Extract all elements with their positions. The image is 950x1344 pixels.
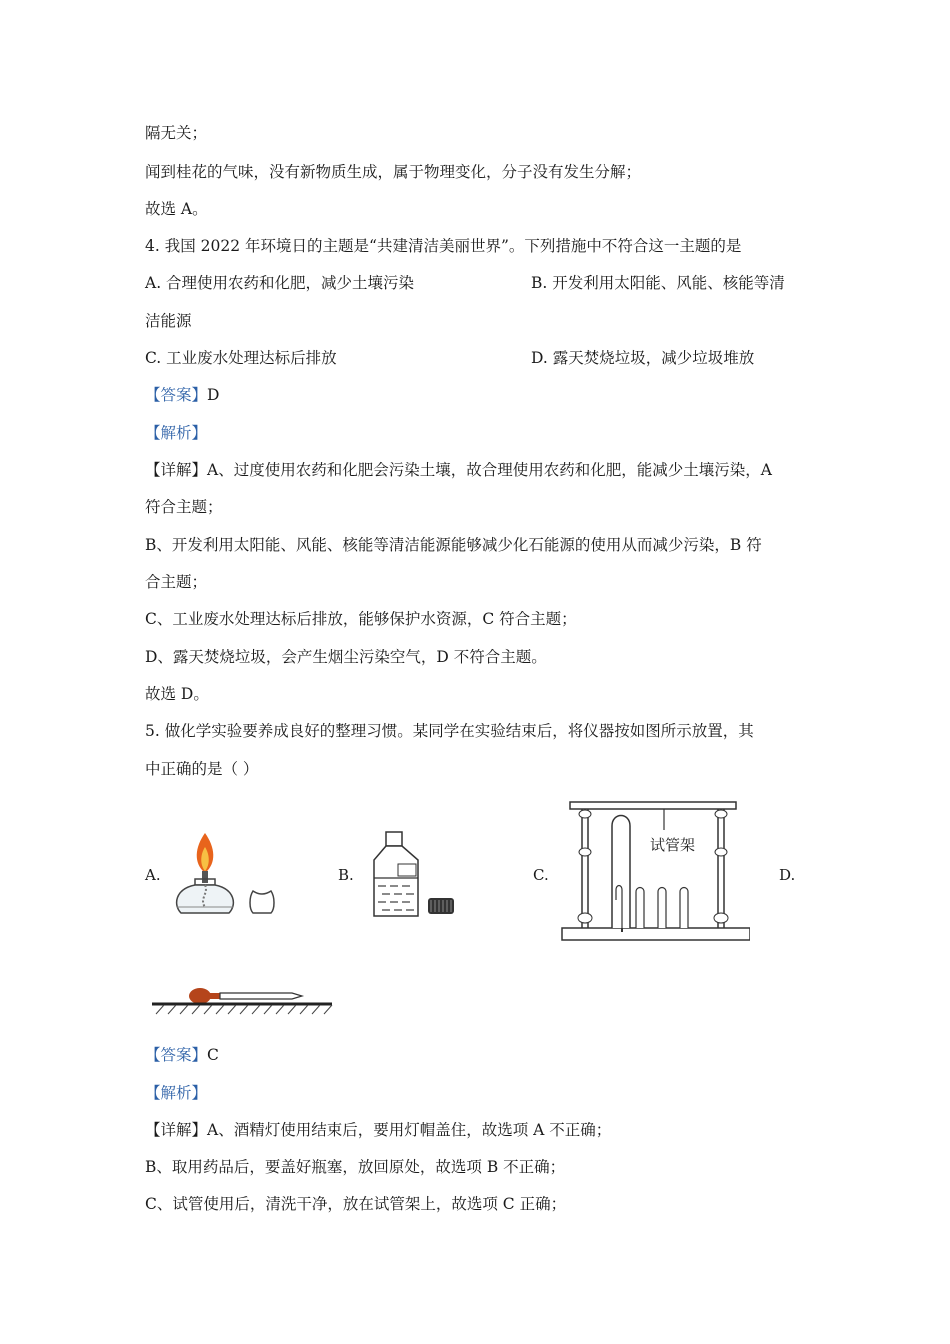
text-line: 隔无关； [145, 124, 208, 142]
text-line: C、试管使用后，清洗干净，放在试管架上，故选项 C 正确； [145, 1195, 567, 1213]
reagent-bottle-icon [368, 830, 468, 920]
option-b-cont: 洁能源 [145, 312, 192, 330]
analysis-tag: 【解析】 [145, 424, 208, 442]
option-b: B. 开发利用太阳能、风能、核能等清 [531, 274, 785, 292]
text-line: 合主题； [145, 573, 208, 591]
stopper-icon [428, 898, 454, 914]
option-d: D. 露天焚烧垃圾，减少垃圾堆放 [531, 349, 755, 367]
figure-label-b: B. [338, 866, 354, 884]
figure-label-d: D. [779, 866, 796, 884]
text-line: B、开发利用太阳能、风能、核能等清洁能源能够减少化石能源的使用从而减少污染，B 符 [145, 536, 762, 554]
analysis-tag: 【解析】 [145, 1084, 208, 1102]
answer-tag: 【答案】 [145, 1046, 208, 1064]
option-a: A. 合理使用农药和化肥，减少土壤污染 [145, 274, 415, 292]
rack-label: 试管架 [650, 836, 696, 854]
detail-text: A、酒精灯使用结束后，要用灯帽盖住，故选项 A 不正确； [207, 1121, 612, 1139]
figure-label-c: C. [533, 866, 549, 884]
test-tube-rack-icon [560, 800, 750, 945]
figure-label-a: A. [145, 866, 161, 884]
answer-value: C [207, 1046, 219, 1064]
detail-text: A、过度使用农药和化肥会污染土壤，故合理使用农药和化肥，能减少土壤污染，A [207, 461, 772, 479]
alcohol-lamp-icon [165, 825, 280, 920]
dropper-icon [152, 985, 334, 1015]
text-line: 故选 D。 [145, 685, 209, 703]
text-line: D、露天焚烧垃圾，会产生烟尘污染空气，D 不符合主题。 [145, 648, 547, 666]
text-line: B、取用药品后，要盖好瓶塞，放回原处，故选项 B 不正确； [145, 1158, 566, 1176]
option-c: C. 工业废水处理达标后排放 [145, 349, 337, 367]
answer-4 [145, 385, 219, 405]
lamp-cap-icon [250, 891, 274, 913]
answer-5 [145, 1045, 219, 1065]
answer-value: D [207, 386, 220, 404]
detail-5-1 [145, 1120, 611, 1140]
detail-4-1 [145, 460, 772, 480]
text-line: 符合主题； [145, 498, 223, 516]
text-line: 故选 A。 [145, 200, 208, 218]
question-5-cont: 中正确的是（ ） [145, 760, 259, 778]
question-4: 4. 我国 2022 年环境日的主题是“共建清洁美丽世界”。下列措施中不符合这一主题的是 [145, 237, 742, 255]
detail-tag: 【详解】 [145, 461, 208, 479]
answer-tag: 【答案】 [145, 386, 208, 404]
text-line: 闻到桂花的气味，没有新物质生成，属于物理变化，分子没有发生分解； [145, 163, 642, 181]
question-5: 5. 做化学实验要养成良好的整理习惯。某同学在实验结束后，将仪器按如图所示放置，其 [145, 722, 754, 740]
text-line: C、工业废水处理达标后排放，能够保护水资源，C 符合主题； [145, 610, 577, 628]
detail-tag: 【详解】 [145, 1121, 208, 1139]
